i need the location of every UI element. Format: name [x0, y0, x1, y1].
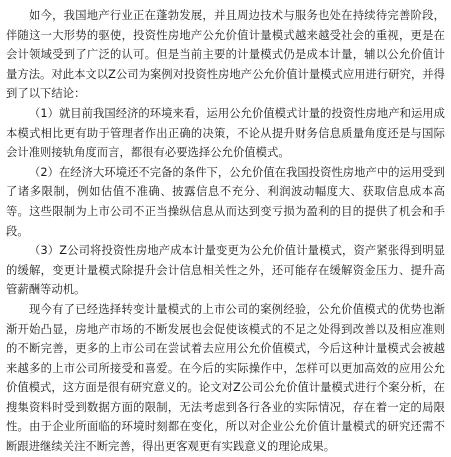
outlook-paragraph: 现今有了已经选择转变计量模式的上市公司的案例经验，公允价值模式的优势也渐渐开始凸显，房地产市场的不断发展也会促使该模式的不足之处得到改善以及相应准则的不断完善，更多的上市公司在尝试着去应用公允价值模式，今后这种计量模式会被越来越多的上市公司所接受和喜爱。在今后的实际操作中，怎样可以更加高效的应用公允价值模式，这方面是很有研究意义的。论文对Z公司公允价值计量模式进行个案分析，在搜集资料时受到数据方面的限制，无法考虑到各行各业的实际情况，存在着一定的局限性。由于企业所面临的环境时刻都在变化，所以对企业公允价值计量模式的研究还需不断跟进继续关注不断完善，得出更客观更有实践意义的理论成果。	[6, 302, 445, 454]
conclusion-point-2: （2）在经济大环境还不完备的条件下，公允价值在我国投资性房地产中的运用受到了诸多限制，例如估值不准确、披露信息不充分、利润波动幅度大、获取信息成本高等。这些限制为上市公司不正当操纵信息从而达到变亏损为盈利的目的提供了机会和手段。	[6, 165, 445, 238]
intro-paragraph: 如今，我国地产行业正在蓬勃发展，并且周边技术与服务也处在持续待完善阶段，伴随这一大形势的驱使，投资性房地产公允价值计量模式越来越受社会的重视，更是在会计领域受到了广泛的认可。但是当前主要的计量模式仍是成本计量，辅以公允价值计量方法。对此本文以Z公司为案例对投资性房地产公允价值计量模式应用进行研究，并得到了以下结论：	[6, 9, 445, 101]
conclusion-point-3: （3）Z公司将投资性房地产成本计量变更为公允价值计量模式，资产紧张得到明显的缓解，变更计量模式除提升会计信息相关性之外，还可能存在缓解资金压力、提升高管薪酬等动机。	[6, 244, 445, 297]
conclusion-point-1: （1）就目前我国经济的环境来看，运用公允价值模式计量的投资性房地产和运用成本模式相比更有助于管理者作出正确的决策，不论从提升财务信息质量角度还是与国际会计准则接轨角度而言，都很有必要选择公允价值模式。	[6, 106, 445, 160]
